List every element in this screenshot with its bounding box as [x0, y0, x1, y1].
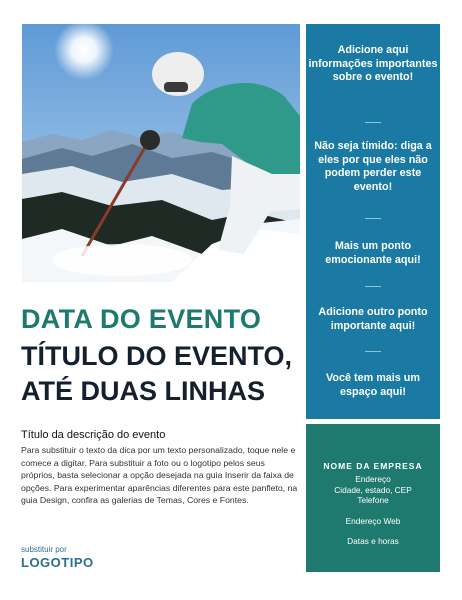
- event-photo[interactable]: [22, 24, 300, 282]
- divider: [365, 351, 381, 352]
- highlight-point-2[interactable]: Não seja tímido: diga a eles por que eles não podem perder este evento!: [314, 140, 432, 193]
- dates-and-times[interactable]: Datas e horas: [347, 536, 399, 546]
- divider: [365, 122, 381, 123]
- sidebar-highlights: [306, 24, 440, 419]
- description-title[interactable]: Título da descrição do evento: [21, 429, 166, 441]
- highlight-point-1[interactable]: Adicione aqui informações importantes sobre o evento!: [308, 44, 438, 83]
- company-address: [306, 474, 440, 506]
- logo-placeholder[interactable]: LOGOTIPO: [21, 555, 94, 570]
- event-description[interactable]: Para substituir o texto da dica por um texto personalizado, toque nele e comece a digitar. Para substituir a foto ou o logotipo pelos seus próprios, basta selecionar a opção desejada na guia Inserir da faixa de opções. Para experimentar aparências diferentes para este panfleto, na guia Design, confira as galerias de Temas, Cores e Fontes.: [21, 445, 298, 505]
- divider: [365, 218, 381, 219]
- event-date[interactable]: DATA DO EVENTO: [21, 304, 262, 334]
- company-info-box: [306, 424, 440, 572]
- address-line1[interactable]: Endereço: [355, 474, 391, 484]
- event-title[interactable]: TÍTULO DO EVENTO, ATÉ DUAS LINHAS: [21, 341, 293, 406]
- highlight-point-4[interactable]: Adicione outro ponto importante aqui!: [318, 306, 428, 332]
- company-name[interactable]: NOME DA EMPRESA: [323, 461, 423, 471]
- address-line2[interactable]: Cidade, estado, CEP: [334, 484, 412, 495]
- highlight-point-3[interactable]: Mais um ponto emocionante aqui!: [325, 240, 421, 266]
- highlight-point-5[interactable]: Você tem mais um espaço aqui!: [325, 372, 420, 398]
- web-address[interactable]: Endereço Web: [345, 516, 401, 526]
- phone[interactable]: Telefone: [357, 495, 389, 505]
- divider: [365, 286, 381, 287]
- logo-placeholder-caption[interactable]: substituir por: [21, 545, 67, 554]
